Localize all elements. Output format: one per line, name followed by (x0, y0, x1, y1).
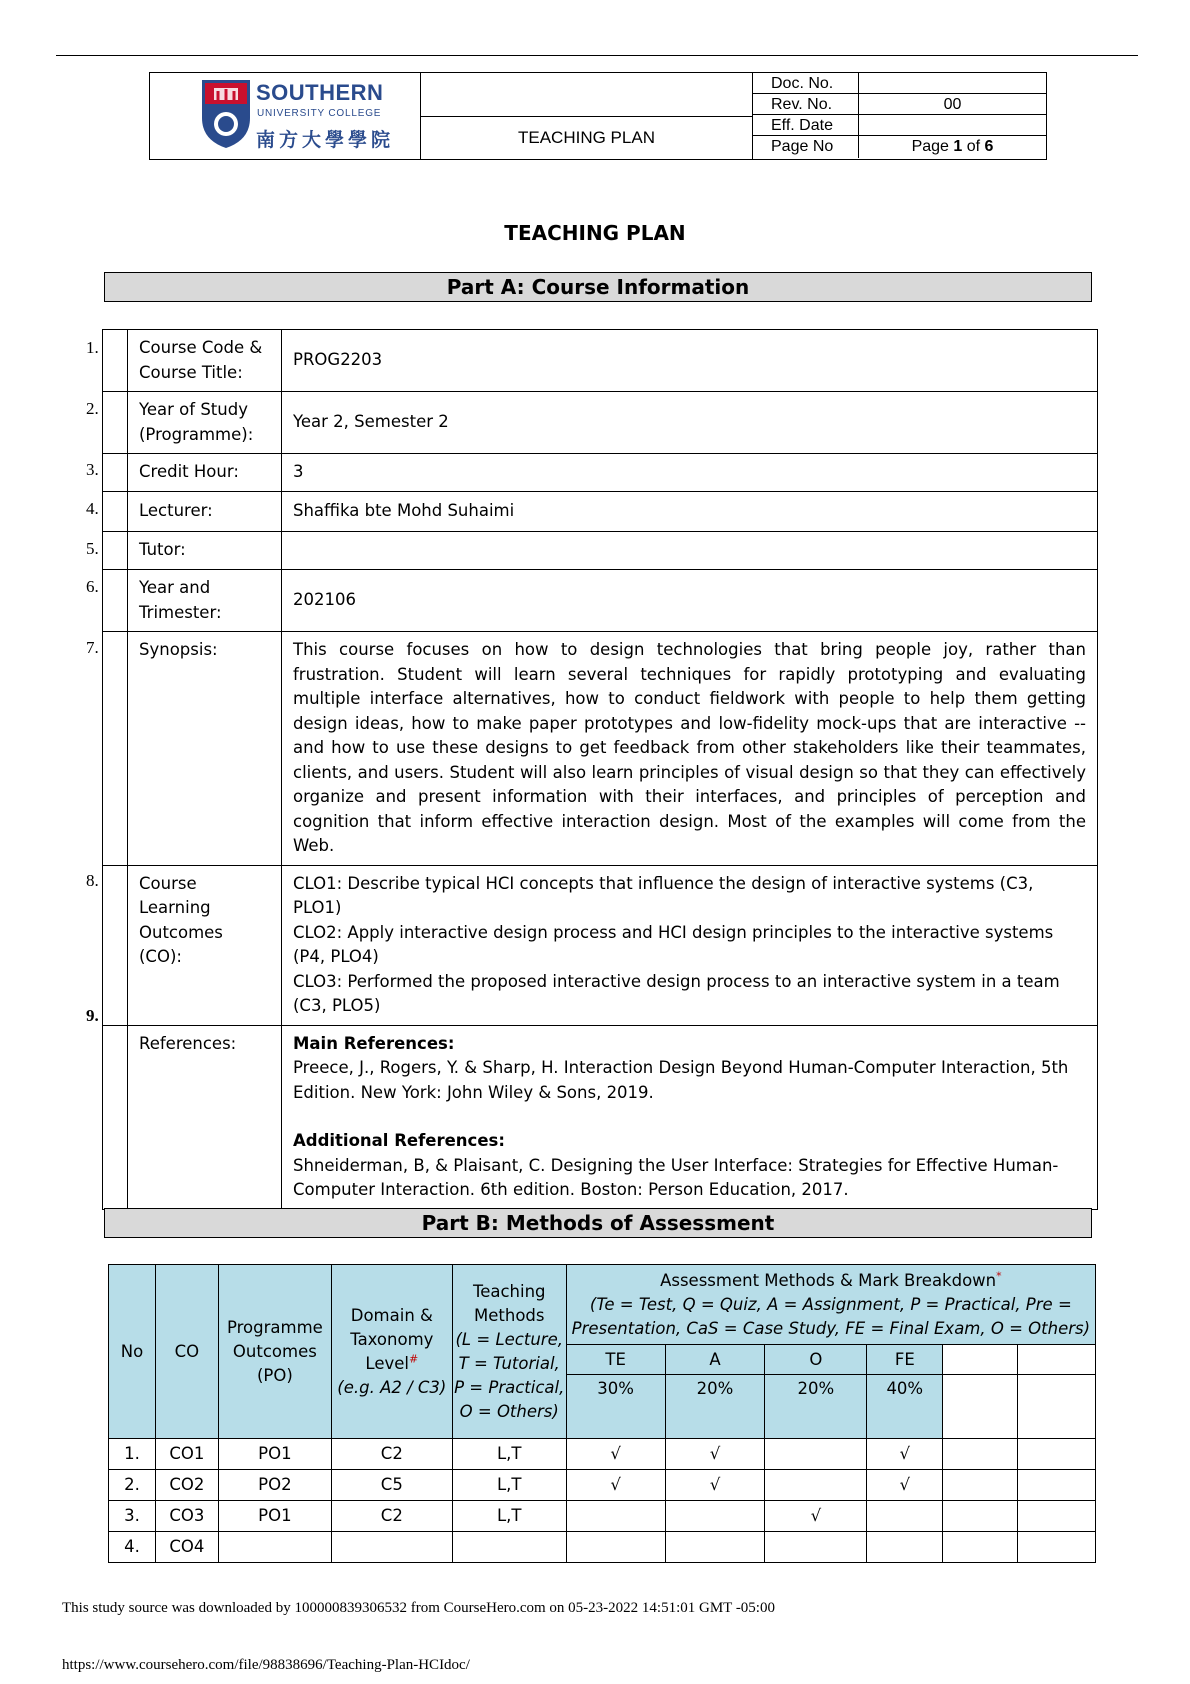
col-header-co: CO (155, 1265, 218, 1439)
additional-reference: Shneiderman, B, & Plaisant, C. Designing the User Interface: Strategies for Effective Human-Computer Interaction. 6th edition. Boston: Person Education, 2017. (293, 1155, 1059, 1199)
meta-row-rev-no (753, 94, 1046, 115)
college-subname: UNIVERSITY COLLEGE (257, 108, 382, 119)
field-label: Year of Study (Programme): (128, 392, 282, 454)
meta-label: Page No (753, 136, 859, 158)
weight-cell: 30% (566, 1375, 665, 1439)
cell-mark (943, 1439, 1018, 1470)
meta-value (859, 115, 1046, 135)
meta-label: Doc. No. (753, 73, 859, 93)
cell-mark (765, 1470, 867, 1501)
clo-item: CLO2: Apply interactive design process and HCI design principles to the interactive systems (P4, PLO4) (293, 922, 1054, 966)
top-rule (56, 55, 1138, 56)
main-reference: Preece, J., Rogers, Y. & Sharp, H. Interaction Design Beyond Human-Computer Interaction, 5th Edition. New York: John Wiley & Sons, 2019. (293, 1058, 1069, 1102)
cell-mark (867, 1501, 943, 1532)
cell-co: CO2 (155, 1470, 218, 1501)
cell-domain (331, 1532, 452, 1563)
cell-co: CO1 (155, 1439, 218, 1470)
cell-no: 2. (109, 1470, 156, 1501)
col-header-teaching: Teaching Methods (L = Lecture, T = Tutorial, P = Practical, O = Others) (452, 1265, 566, 1439)
meta-label: Eff. Date (753, 115, 859, 135)
cell-mark: √ (665, 1439, 765, 1470)
col-header-assessment: Assessment Methods & Mark Breakdown* (Te = Test, Q = Quiz, A = Assignment, P = Practical, Pre = Presentation, CaS = Case Study, FE = Final Exam, O = Others) (566, 1265, 1095, 1345)
field-label: Tutor: (128, 532, 282, 570)
field-label: Course Code & Course Title: (128, 330, 282, 392)
cell-co: CO4 (155, 1532, 218, 1563)
cell-no: 4. (109, 1532, 156, 1563)
field-label: Lecturer: (128, 492, 282, 532)
meta-label: Rev. No. (753, 94, 859, 114)
college-chinese-name: 南方大學學院 (256, 129, 395, 151)
cell-mark: √ (566, 1470, 665, 1501)
col-header-po: Programme Outcomes (PO) (218, 1265, 331, 1439)
part-a-heading: Part A: Course Information (104, 272, 1092, 302)
field-label: Year and Trimester: (128, 570, 282, 632)
cell-no: 1. (109, 1439, 156, 1470)
field-label: Course Learning Outcomes (CO): (128, 865, 282, 1025)
cell-teaching: L,T (452, 1439, 566, 1470)
method-cell: A (665, 1345, 765, 1375)
college-crest-icon (200, 78, 252, 150)
logo-cell (150, 73, 421, 159)
cell-domain: C2 (331, 1501, 452, 1532)
cell-po (218, 1532, 331, 1563)
college-name: SOUTHERN (256, 80, 384, 105)
cell-domain: C5 (331, 1470, 452, 1501)
meta-row-doc-no (753, 73, 1046, 94)
cell-mark (1018, 1532, 1096, 1563)
cell-teaching: L,T (452, 1470, 566, 1501)
table-row (103, 632, 1098, 866)
lecturer-value: Shaffika bte Mohd Suhaimi (282, 492, 1098, 532)
cell-mark (943, 1532, 1018, 1563)
clo-item: CLO3: Performed the proposed interactive design process to an interactive system in a team (C3, PLO5) (293, 971, 1060, 1015)
row-number: 8. (86, 871, 99, 890)
header-title-cell (421, 73, 753, 159)
cell-po: PO2 (218, 1470, 331, 1501)
row-number: 9. (86, 1006, 99, 1025)
cell-mark (1018, 1470, 1096, 1501)
field-label: Credit Hour: (128, 454, 282, 492)
header-row (109, 1265, 1096, 1345)
weight-cell (943, 1375, 1018, 1439)
method-cell (943, 1345, 1018, 1375)
clo-list (282, 865, 1098, 1025)
source-url[interactable]: https://www.coursehero.com/file/98838696/Teaching-Plan-HCIdoc/ (62, 1657, 470, 1673)
row-number: 1. (86, 338, 99, 357)
credit-hour-value: 3 (282, 454, 1098, 492)
page-title: TEACHING PLAN (504, 221, 686, 245)
cell-mark (1018, 1501, 1096, 1532)
table-row (103, 865, 1098, 1025)
row-number: 3. (86, 460, 99, 479)
table-row (103, 532, 1098, 570)
cell-teaching: L,T (452, 1501, 566, 1532)
col-header-domain: Domain & Taxonomy Level# (e.g. A2 / C3) (331, 1265, 452, 1439)
row-number: 7. (86, 638, 99, 657)
cell-mark (1018, 1439, 1096, 1470)
weight-cell: 20% (665, 1375, 765, 1439)
row-number: 2. (86, 399, 99, 418)
field-label: Synopsis: (128, 632, 282, 866)
additional-references-heading: Additional References: (293, 1131, 505, 1150)
cell-mark (943, 1501, 1018, 1532)
method-cell: O (765, 1345, 867, 1375)
table-row (103, 454, 1098, 492)
cell-mark: √ (765, 1501, 867, 1532)
row-number: 6. (86, 577, 99, 596)
cell-teaching (452, 1532, 566, 1563)
tutor-value (282, 532, 1098, 570)
cell-po: PO1 (218, 1501, 331, 1532)
cell-mark (943, 1470, 1018, 1501)
cell-mark (665, 1501, 765, 1532)
cell-co: CO3 (155, 1501, 218, 1532)
table-row (103, 392, 1098, 454)
meta-value (859, 73, 1046, 93)
meta-row-eff-date (753, 115, 1046, 136)
trimester-value: 202106 (282, 570, 1098, 632)
row-number: 4. (86, 499, 99, 518)
table-row (109, 1470, 1096, 1501)
method-cell (1018, 1345, 1096, 1375)
col-header-no: No (109, 1265, 156, 1439)
table-row (109, 1501, 1096, 1532)
cell-mark (765, 1439, 867, 1470)
meta-value: 00 (943, 96, 962, 113)
cell-no: 3. (109, 1501, 156, 1532)
main-references-heading: Main References: (293, 1033, 455, 1053)
document-header (149, 72, 1047, 160)
field-label: References: (128, 1025, 282, 1209)
cell-mark (765, 1532, 867, 1563)
table-row (109, 1439, 1096, 1470)
meta-row-page-no (753, 136, 1046, 158)
header-meta (753, 73, 1046, 158)
table-row (103, 1025, 1098, 1209)
table-row (109, 1532, 1096, 1563)
cell-mark (566, 1501, 665, 1532)
references-value (282, 1025, 1098, 1209)
weight-cell: 20% (765, 1375, 867, 1439)
part-b-heading: Part B: Methods of Assessment (104, 1208, 1092, 1238)
header-doc-type: TEACHING PLAN (518, 128, 655, 147)
synopsis-value: This course focuses on how to design technologies that bring people joy, rather than frustration. Student will learn several techniques for rapidly prototyping and evaluating multiple interface alternatives, how to conduct fieldwork with people to help them getting design ideas, how to make paper prototypes and low-fidelity mock-ups that are interactive -- and how to use these designs to get feedback from other stakeholders like their teammates, clients, and users. Student will also learn principles of visual design so that they can effectively organize and present information with their interfaces, and principles of perception and cognition that inform effective interaction design. Most of the examples will come from the Web. (282, 632, 1098, 866)
method-cell: TE (566, 1345, 665, 1375)
course-info-table (102, 329, 1098, 1210)
table-row (103, 492, 1098, 532)
assessment-table (108, 1264, 1096, 1563)
cell-mark: √ (665, 1470, 765, 1501)
table-row (103, 330, 1098, 392)
download-note: This study source was downloaded by 100000839306532 from CourseHero.com on 05-23-2022 14:51:01 GMT -05:00 (62, 1600, 775, 1616)
course-code-value: PROG2203 (282, 330, 1098, 392)
weight-cell: 40% (867, 1375, 943, 1439)
cell-po: PO1 (218, 1439, 331, 1470)
table-row (103, 570, 1098, 632)
year-of-study-value: Year 2, Semester 2 (282, 392, 1098, 454)
cell-mark (665, 1532, 765, 1563)
method-cell: FE (867, 1345, 943, 1375)
clo-item: CLO1: Describe typical HCI concepts that influence the design of interactive systems (C3, PLO1) (293, 873, 1034, 917)
cell-domain: C2 (331, 1439, 452, 1470)
cell-mark (867, 1532, 943, 1563)
meta-value: Page 1 of 6 (911, 138, 994, 155)
cell-mark: √ (867, 1439, 943, 1470)
weight-cell (1018, 1375, 1096, 1439)
cell-mark (566, 1532, 665, 1563)
cell-mark: √ (867, 1470, 943, 1501)
row-number: 5. (86, 539, 99, 558)
cell-mark: √ (566, 1439, 665, 1470)
